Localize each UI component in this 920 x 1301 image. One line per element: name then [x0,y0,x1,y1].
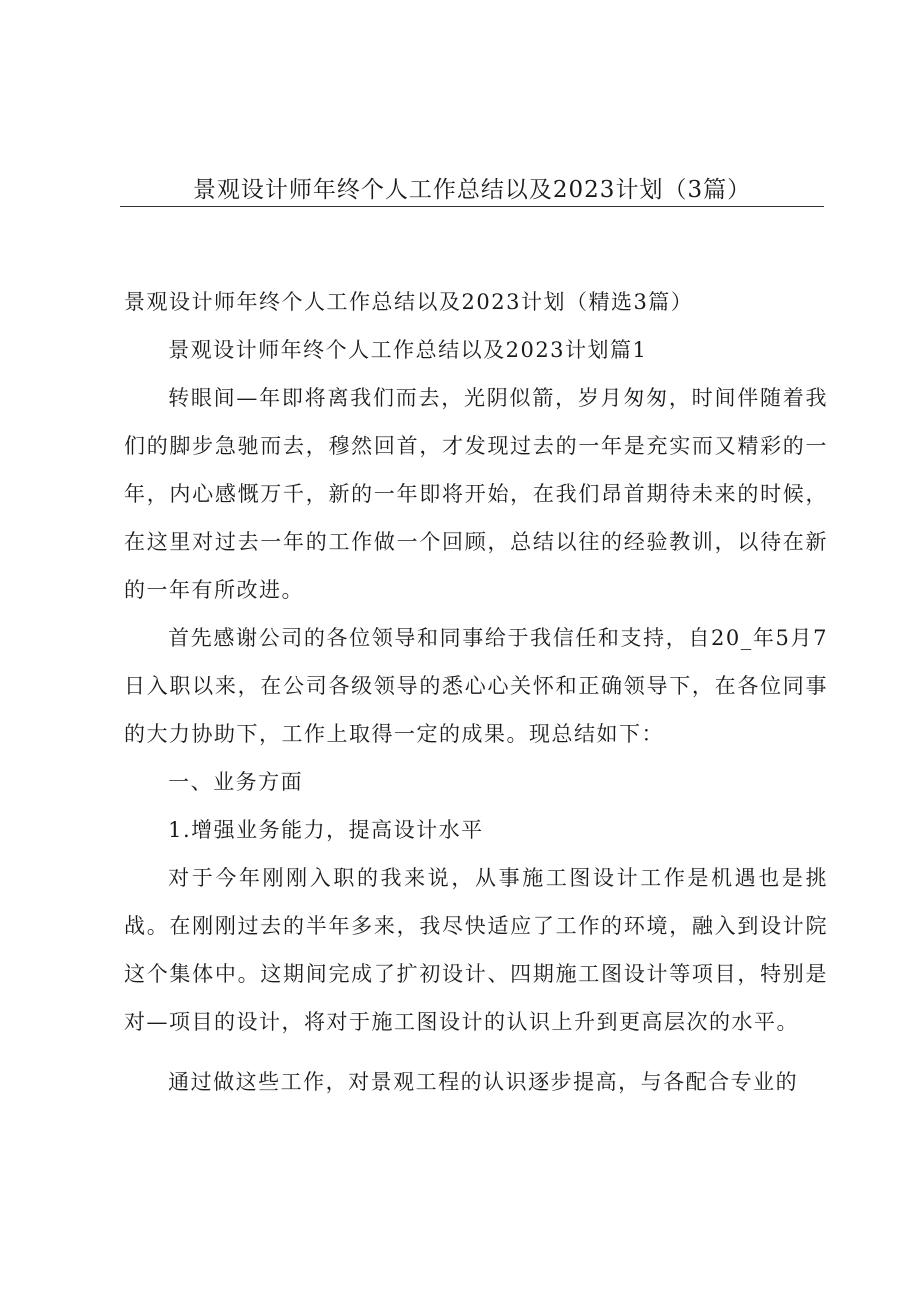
paragraph-progress: 通过做这些工作，对景观工程的认识逐步提高，与各配合专业的 [168,1070,799,1094]
document-body [124,278,828,1106]
section-title: 景观设计师年终个人工作总结以及2023计划篇1 [168,338,648,362]
heading-business: 一、业务方面 [168,770,304,794]
title-underline [120,206,824,207]
document-title: 景观设计师年终个人工作总结以及2023计划（3篇） [192,177,752,203]
heading-ability: 1.增强业务能力，提高设计水平 [168,818,484,842]
paragraph-thanks: 首先感谢公司的各位领导和同事给于我信任和支持，自20_年5月7日入职以来，在公司各级领导的悉心心关怀和正确领导下，在各位同事的大力协助下，工作上取得一定的成果。现总结如下： [124,626,828,746]
paragraph-work: 对于今年刚刚入职的我来说，从事施工图设计工作是机遇也是挑战。在刚刚过去的半年多来，我尽快适应了工作的环境，融入到设计院这个集体中。这期间完成了扩初设计、四期施工图设计等项目，特别是对—项目的设计，将对于施工图设计的认识上升到更高层次的水平。 [124,866,828,1034]
paragraph-intro: 转眼间—年即将离我们而去，光阴似箭，岁月匆匆，时间伴随着我们的脚步急驰而去，穆然回首，才发现过去的一年是充实而又精彩的一年，内心感慨万千，新的一年即将开始，在我们昂首期待未来的时候，在这里对过去一年的工作做一个回顾，总结以往的经验教训，以待在新的一年有所改进。 [124,386,828,602]
document-subtitle: 景观设计师年终个人工作总结以及2023计划（精选3篇） [124,290,694,314]
